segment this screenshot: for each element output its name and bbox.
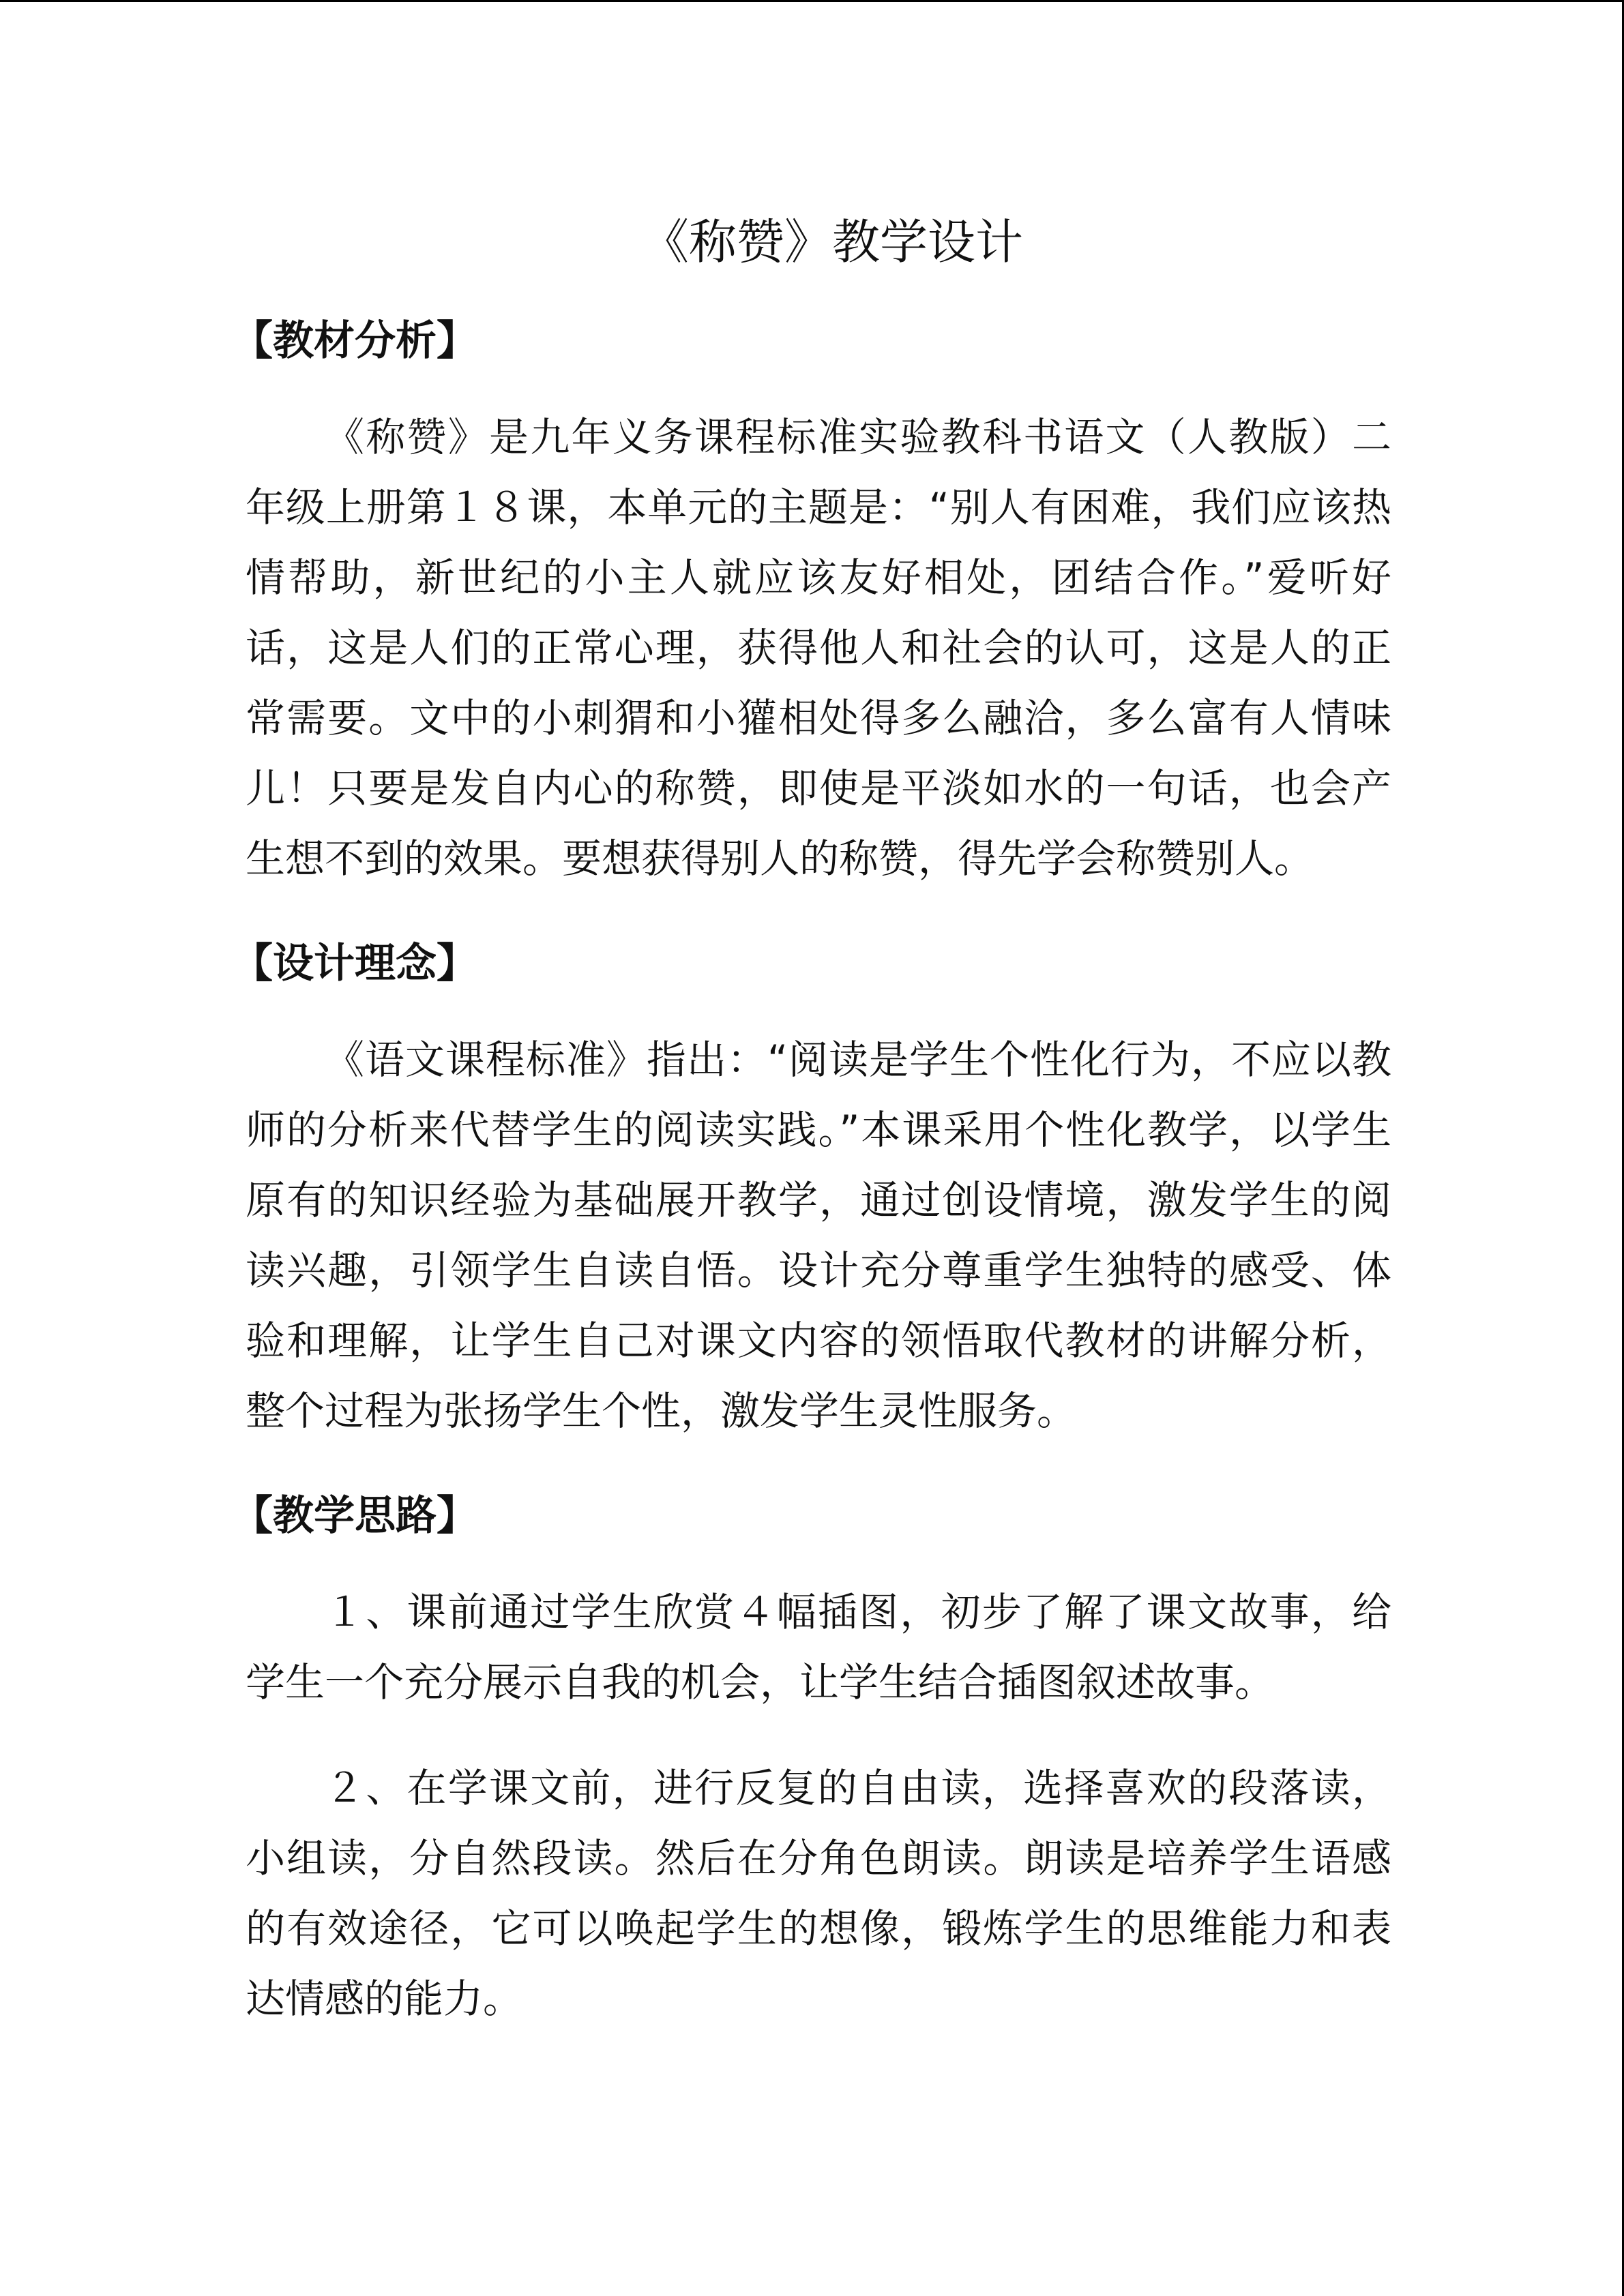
document-page (232, 205, 1391, 2070)
section-teaching-approach (232, 1482, 1391, 2034)
section-heading: 【设计理念】 (232, 940, 477, 987)
page-top-border (0, 0, 1624, 2)
section-heading: 【教材分析】 (232, 317, 477, 365)
paragraph: 《语文课程标准》指出：“阅读是学生个性化行为，不应以教师的分析来代替学生的阅读实践。”本课采用个性化教学，以学生原有的知识经验为基础展开教学，通过创设情境，激发学生的阅读兴趣，引领学生自读自悟。设计充分尊重学生独特的感受、体验和理解，让学生自己对课文内容的领悟取代教材的讲解分析，整个过程为张扬学生个性，激发学生灵性服务。 (246, 1037, 1391, 1434)
paragraph: ２、在学课文前，进行反复的自由读，选择喜欢的段落读，小组读，分自然段读。然后在分角色朗读。朗读是培养学生语感的有效途径，它可以唤起学生的想像，锻炼学生的思维能力和表达情感的能力。 (246, 1765, 1391, 2022)
paragraph: 《称赞》是九年义务课程标准实验教科书语文（人教版）二年级上册第１８课，本单元的主题是：“别人有困难，我们应该热情帮助，新世纪的小主人就应该友好相处，团结合作。”爱听好话，这是人们的正常心理，获得他人和社会的认可，这是人的正常需要。文中的小刺猬和小獾相处得多么融洽，多么富有人情味儿！只要是发自内心的称赞，即使是平淡如水的一句话，也会产生想不到的效果。要想获得别人的称赞，得先学会称赞别人。 (246, 414, 1391, 882)
section-heading: 【教学思路】 (232, 1492, 477, 1540)
document-title: 《称赞》教学设计 (641, 214, 1023, 270)
paragraph: １、课前通过学生欣赏４幅插图，初步了解了课文故事，给学生一个充分展示自我的机会，让学生结合插图叙述故事。 (246, 1589, 1391, 1705)
section-textbook-analysis (232, 307, 1391, 894)
section-design-concept (232, 929, 1391, 1446)
